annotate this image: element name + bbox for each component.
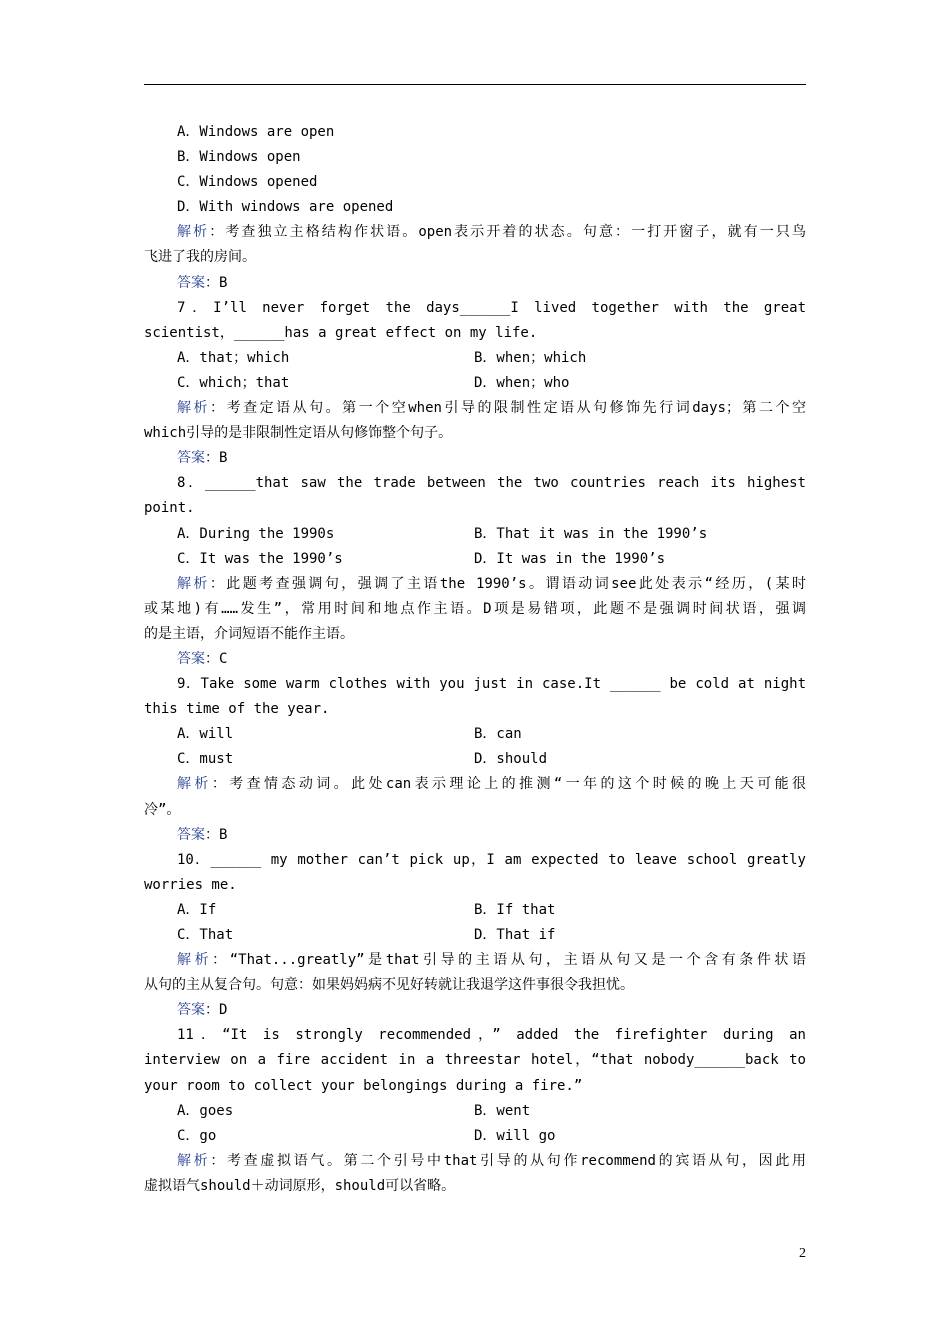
explanation-line: [144, 396, 806, 421]
header-rule: [144, 84, 806, 85]
text-line: which引导的是非限制性定语从句修饰整个句子。: [144, 425, 453, 442]
option-left: C．must: [177, 751, 234, 768]
answer-label: 答案: [177, 274, 205, 291]
text-line: this time of the year.: [144, 701, 330, 718]
text-line: worries me.: [144, 876, 237, 893]
option-row: [144, 923, 806, 948]
line-text: ：B: [205, 274, 228, 291]
option-right: D．when；who: [474, 374, 570, 391]
text-line: B．Windows open: [177, 149, 301, 166]
option-row: [144, 1099, 806, 1124]
option-right: D．It was in the 1990’s: [474, 550, 666, 567]
option-left: C．That: [177, 927, 234, 943]
answer-line: [144, 647, 806, 672]
line-text: ：“That...greatly”是that引导的主语从句，主语从句又是一个含有条件状语: [212, 952, 806, 969]
option-right: B．That it was in the 1990’s: [474, 525, 708, 542]
option-right: B．If that: [474, 901, 556, 918]
option-left: C．go: [177, 1127, 217, 1144]
explanation-line: [144, 1149, 806, 1174]
line-text: ：B: [205, 826, 228, 843]
option-row: [144, 1124, 806, 1149]
explanation-label: 解析: [177, 400, 211, 417]
explanation-line: [144, 948, 806, 973]
text-line: D．With windows are opened: [177, 199, 394, 216]
document-body: [144, 120, 806, 1199]
option-row: [144, 722, 806, 747]
option-row: [144, 371, 806, 396]
answer-label: 答案: [177, 826, 205, 843]
line-text: ：此题考查强调句，强调了主语the 1990’s。谓语动词see此处表示“经历，(某时: [209, 575, 806, 592]
text-line: C．Windows opened: [177, 174, 318, 191]
explanation-label: 解析: [177, 952, 213, 969]
option-right: B．when；which: [474, 349, 587, 366]
option-right: B．went: [474, 1102, 531, 1119]
line-text: ：考查独立主格结构作状语。open表示开着的状态。句意：一打开窗子，就有一只鸟: [209, 224, 806, 241]
option-left: A．that；which: [177, 349, 290, 366]
line-text: ：考查情态动词。此处can表示理论上的推测“一年的这个时候的晚上天可能很: [211, 776, 806, 793]
text-line: 冷”。: [144, 801, 181, 818]
text-line: scientist，______has a great effect on my life.: [144, 324, 538, 341]
answer-label: 答案: [177, 1002, 205, 1019]
option-left: A．goes: [177, 1102, 234, 1119]
explanation-label: 解析: [177, 776, 212, 793]
text-line: 9．Take some warm clothes with you just in case.It ______ be cold at night: [177, 676, 806, 693]
option-left: A．will: [177, 726, 234, 743]
option-right: D．will go: [474, 1127, 556, 1144]
option-right: D．That if: [474, 927, 556, 943]
text-line: 8．______that saw the trade between the two countries reach its highest: [177, 475, 806, 492]
answer-line: [144, 446, 806, 471]
option-row: [144, 747, 806, 772]
explanation-line: [144, 772, 806, 797]
explanation-label: 解析: [177, 224, 210, 241]
line-text: ：考查虚拟语气。第二个引号中that引导的从句作recommend的宾语从句，因此用: [210, 1152, 806, 1169]
text-line: 从句的主从复合句。句意：如果妈妈病不见好转就让我退学这件事很令我担忧。: [144, 977, 634, 994]
option-right: B．can: [474, 726, 522, 743]
option-row: [144, 547, 806, 572]
text-line: point.: [144, 500, 195, 517]
text-line: A．Windows are open: [177, 124, 335, 140]
text-line: interview on a fire accident in a threestar hotel，“that nobody______back to: [144, 1052, 806, 1069]
explanation-label: 解析: [177, 575, 210, 592]
text-line: 飞进了我的房间。: [144, 249, 256, 266]
text-line: your room to collect your belongings during a fire.”: [144, 1077, 583, 1094]
option-left: A．During the 1990s: [177, 525, 335, 542]
answer-label: 答案: [177, 450, 205, 467]
text-line: 7．I’ll never forget the days______I lived together with the great: [177, 299, 806, 316]
line-text: ：D: [205, 1002, 228, 1019]
option-right: D．should: [474, 751, 548, 768]
option-left: A．If: [177, 901, 217, 918]
explanation-line: [144, 220, 806, 245]
option-row: [144, 346, 806, 371]
text-line: 的是主语，介词短语不能作主语。: [144, 625, 354, 642]
explanation-label: 解析: [177, 1152, 211, 1169]
text-line: 虚拟语气should＋动词原形，should可以省略。: [144, 1177, 456, 1194]
line-text: ：B: [205, 450, 228, 467]
page-number: 2: [799, 1246, 806, 1261]
line-text: ：考查定语从句。第一个空when引导的限制性定语从句修饰先行词days；第二个空: [210, 400, 806, 417]
text-line: 或某地)有……发生”，常用时间和地点作主语。D项是易错项，此题不是强调时间状语，强调: [144, 600, 806, 617]
explanation-line: [144, 572, 806, 597]
answer-label: 答案: [177, 650, 205, 667]
option-left: C．which；that: [177, 374, 290, 391]
answer-line: [144, 823, 806, 848]
option-row: [144, 522, 806, 547]
answer-line: [144, 998, 806, 1023]
text-line: 11．“It is strongly recommended，” added the firefighter during an: [177, 1027, 806, 1044]
answer-line: [144, 271, 806, 296]
option-left: C．It was the 1990’s: [177, 550, 343, 567]
line-text: ：C: [205, 650, 228, 667]
option-row: [144, 898, 806, 923]
text-line: 10．______ my mother can’t pick up，I am expected to leave school greatly: [177, 851, 806, 868]
